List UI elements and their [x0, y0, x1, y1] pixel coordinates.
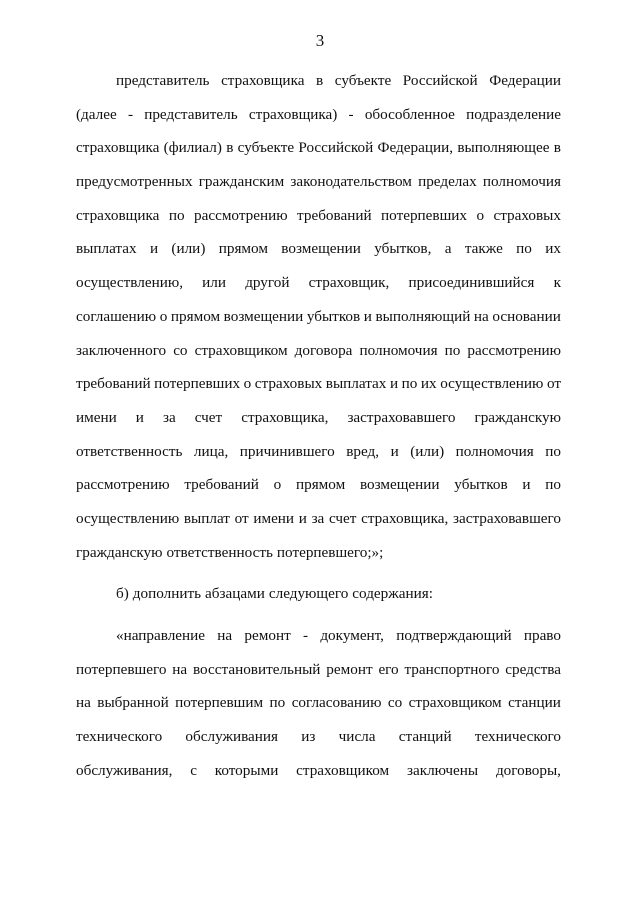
word: убытков: [454, 476, 508, 494]
word: требований: [297, 206, 372, 224]
word: на: [172, 660, 188, 678]
word: гражданскую: [474, 408, 561, 426]
word: выплатах: [76, 240, 137, 258]
word: счет: [194, 408, 223, 426]
word: страховщика: [76, 206, 160, 224]
word: соглашению: [76, 307, 157, 325]
word: их: [420, 375, 437, 393]
word: числа: [338, 728, 376, 746]
word: средства: [505, 660, 561, 678]
word: законодательством: [290, 173, 412, 191]
word: станции: [508, 694, 561, 712]
word: страховщика): [248, 105, 338, 123]
word: осуществлению: [440, 375, 544, 393]
word: Федерации,: [377, 139, 454, 157]
word: подтверждающий: [396, 627, 512, 644]
word: документ,: [320, 627, 384, 644]
word: обслуживания: [185, 728, 279, 746]
word: гражданским: [198, 173, 285, 191]
word: и: [135, 408, 144, 426]
word: (или): [410, 442, 445, 460]
word: страховщиком: [408, 694, 502, 712]
text-line: [76, 502, 561, 536]
word: требований: [184, 476, 259, 494]
word: прямом: [170, 307, 221, 325]
word: возмещении: [359, 476, 440, 494]
word: пределах: [418, 173, 477, 191]
word: предусмотренных: [76, 173, 193, 191]
word: обособленное: [364, 105, 455, 123]
text-line: [76, 720, 561, 754]
word: ответственность: [76, 442, 183, 460]
word: по: [545, 476, 561, 494]
word: основании: [492, 307, 561, 325]
word: заключенного: [76, 341, 167, 359]
word: его: [378, 660, 399, 678]
word: потерпевшего;»;: [276, 543, 384, 561]
word: счет: [328, 509, 357, 527]
word: и: [363, 307, 372, 325]
word: которыми: [214, 761, 279, 779]
word: восстановительный: [192, 660, 321, 678]
word: субъекте: [334, 72, 392, 89]
word: полномочия: [482, 173, 561, 191]
word: к: [553, 274, 561, 292]
word: от: [546, 375, 561, 393]
word: потерпевшим: [175, 694, 264, 712]
text-line: [76, 619, 561, 653]
text-line: [76, 577, 561, 611]
word: со: [173, 341, 188, 359]
text-line: [76, 131, 561, 165]
word: согласованию: [291, 694, 382, 712]
word: содержания:: [352, 585, 433, 603]
word: выполняющее: [457, 139, 550, 157]
text-line: [76, 334, 561, 368]
word: о: [273, 476, 282, 494]
word: технического: [474, 728, 561, 746]
text-line: [76, 266, 561, 300]
word: застраховавшего: [347, 408, 456, 426]
text-line: [76, 199, 561, 233]
paragraph-representative-definition: [76, 64, 561, 569]
word: или: [202, 274, 227, 292]
word: станций: [398, 728, 452, 746]
word: заключены: [406, 761, 479, 779]
word: обслуживания,: [76, 761, 173, 779]
word: выполняющий: [375, 307, 471, 325]
text-line: [76, 686, 561, 720]
word: осуществлению,: [76, 274, 183, 292]
word: по: [269, 694, 286, 712]
word: другой: [245, 274, 290, 292]
word: следующего: [268, 585, 349, 603]
word: страховщика: [76, 139, 160, 157]
word: -: [348, 105, 354, 123]
word: субъекте: [237, 139, 295, 157]
word: а: [444, 240, 452, 258]
word: по: [516, 240, 532, 258]
text-line: [76, 435, 561, 469]
word: абзацами: [205, 585, 265, 603]
text-line: [76, 64, 561, 98]
word: о: [159, 307, 168, 325]
word: лица,: [193, 442, 229, 460]
text-line: [76, 98, 561, 132]
word: на: [76, 694, 91, 712]
text-line: [76, 653, 561, 687]
word: из: [301, 728, 316, 746]
word: (филиал): [163, 139, 222, 157]
word: б): [116, 585, 129, 603]
word: рассмотрению: [467, 341, 561, 359]
word: ремонт: [326, 660, 373, 678]
word: страховщика,: [361, 509, 449, 527]
word: технического: [76, 728, 163, 746]
word: также: [464, 240, 503, 258]
word: ремонт: [244, 627, 291, 644]
word: прямом: [295, 476, 346, 494]
word: полномочия: [455, 442, 534, 460]
word: дополнить: [132, 585, 202, 603]
word: договоры,: [495, 761, 561, 779]
word: за: [311, 509, 325, 527]
word: причинившего: [239, 442, 335, 460]
word: и: [390, 442, 399, 460]
word: -: [127, 105, 133, 123]
word: убытков,: [374, 240, 432, 258]
text-line: [76, 754, 561, 788]
word: страховых: [493, 206, 561, 224]
word: рассмотрению: [194, 206, 288, 224]
word: в: [316, 72, 324, 89]
word: страховщика,: [241, 408, 329, 426]
text-line: [76, 232, 561, 266]
word: по: [401, 375, 418, 393]
word: (или): [171, 240, 206, 258]
word: Российской: [402, 72, 478, 89]
word: выплат: [183, 509, 230, 527]
word: со: [387, 694, 403, 712]
word: и: [522, 476, 531, 494]
word: прямом: [218, 240, 268, 258]
word: застраховавшего: [452, 509, 561, 527]
word: страховых: [254, 375, 323, 393]
text-line: [76, 536, 561, 570]
word: вред,: [346, 442, 380, 460]
word: о: [476, 206, 485, 224]
word: присоединившийся: [408, 274, 535, 292]
word: (далее: [76, 105, 117, 123]
word: потерпевших: [154, 375, 241, 393]
paragraph-amendment-b: [76, 577, 561, 611]
word: на: [473, 307, 489, 325]
text-line: [76, 300, 561, 334]
word: страховщика: [221, 72, 305, 89]
paragraph-repair-referral-definition: [76, 619, 561, 787]
word: право: [523, 627, 561, 644]
word: и: [149, 240, 159, 258]
word: представитель: [116, 72, 210, 89]
text-line: [76, 401, 561, 435]
word: представитель: [144, 105, 238, 123]
word: о: [243, 375, 252, 393]
word: в: [553, 139, 561, 157]
word: выплатах: [325, 375, 387, 393]
word: полномочия: [359, 341, 438, 359]
word: по: [545, 442, 561, 460]
word: возмещении: [281, 240, 361, 258]
word: Федерации: [489, 72, 561, 89]
word: имени: [253, 509, 295, 527]
word: страховщиком: [296, 761, 390, 779]
word: потерпевшего: [76, 660, 167, 678]
document-body: [76, 64, 561, 787]
word: по: [168, 206, 185, 224]
word: потерпевших: [381, 206, 467, 224]
word: осуществлению: [76, 509, 180, 527]
word: транспортного: [404, 660, 500, 678]
word: ответственность: [166, 543, 273, 561]
word: гражданскую: [76, 543, 163, 561]
word: их: [545, 240, 561, 258]
text-line: [76, 367, 561, 401]
word: рассмотрению: [76, 476, 170, 494]
word: -: [303, 627, 309, 644]
word: Российской: [298, 139, 374, 157]
word: договора: [294, 341, 353, 359]
word: с: [190, 761, 197, 779]
word: требований: [76, 375, 151, 393]
text-line: [76, 165, 561, 199]
word: по: [444, 341, 461, 359]
word: убытков: [306, 307, 361, 325]
word: подразделение: [466, 105, 561, 123]
word: страховщиком: [194, 341, 288, 359]
word: от: [234, 509, 249, 527]
word: и: [389, 375, 399, 393]
word: выбранной: [97, 694, 169, 712]
word: за: [162, 408, 176, 426]
word: страховщик,: [308, 274, 390, 292]
page-number: 3: [315, 31, 325, 50]
word: в: [226, 139, 234, 157]
word: на: [217, 627, 233, 644]
word: «направление: [116, 627, 206, 644]
word: имени: [76, 408, 117, 426]
word: и: [298, 509, 307, 527]
word: возмещении: [223, 307, 304, 325]
text-line: [76, 468, 561, 502]
